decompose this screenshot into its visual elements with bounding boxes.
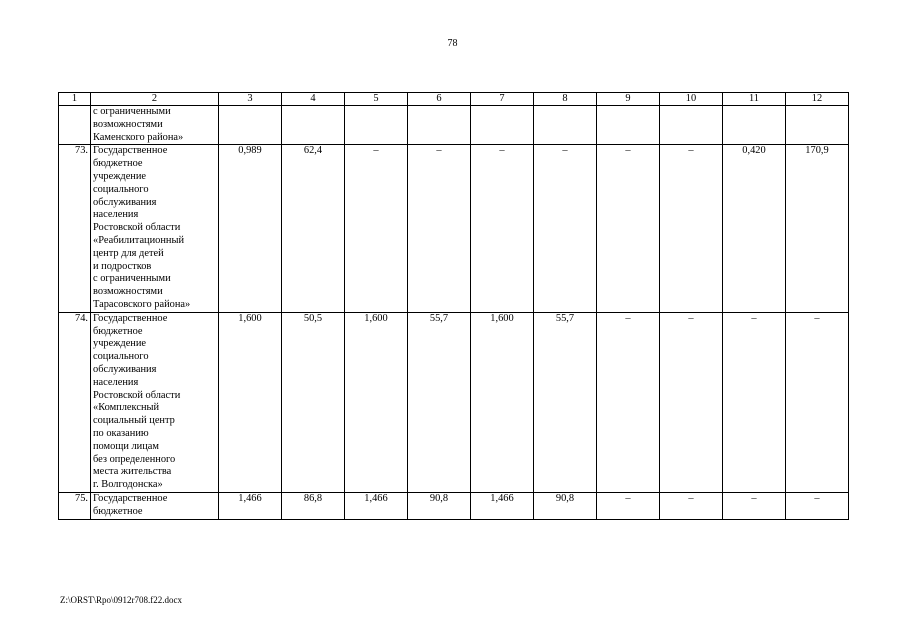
table-cell — [345, 106, 408, 145]
table-cell: 0,989 — [219, 145, 282, 312]
institution-name: Государственное бюджетное — [91, 492, 219, 519]
table-cell — [471, 106, 534, 145]
column-header: 9 — [597, 93, 660, 106]
column-header: 11 — [723, 93, 786, 106]
table-cell: – — [786, 492, 849, 519]
institution-name: Государственное бюджетное учреждение социального обслуживания населения Ростовской области «Комплексный социальный центр по оказанию помощи лицам без определенного места жительства г. Волгодонска» — [91, 312, 219, 492]
table-cell: – — [597, 492, 660, 519]
table-row — [59, 492, 849, 519]
table-cell: 1,600 — [219, 312, 282, 492]
institution-name: Государственное бюджетное учреждение социального обслуживания населения Ростовской области «Реабилитационный центр для детей и подростков с ограниченными возможностями Тарасовского района» — [91, 145, 219, 312]
table-cell — [723, 106, 786, 145]
table-row — [59, 312, 849, 492]
table-cell — [597, 106, 660, 145]
table-cell: – — [660, 492, 723, 519]
page-number: 78 — [447, 38, 458, 49]
file-path-footer: Z:\ORST\Rpo\0912r708.f22.docx — [60, 595, 182, 605]
table-cell: 1,600 — [345, 312, 408, 492]
table-cell: 86,8 — [282, 492, 345, 519]
table-cell — [534, 106, 597, 145]
data-table — [58, 92, 849, 520]
table-header-row — [59, 93, 849, 106]
row-number: 74. — [59, 312, 91, 492]
table-cell: 0,420 — [723, 145, 786, 312]
column-header: 3 — [219, 93, 282, 106]
table-cell: – — [660, 312, 723, 492]
table-cell: 1,466 — [471, 492, 534, 519]
table-cell — [660, 106, 723, 145]
table-cell: 90,8 — [408, 492, 471, 519]
table-cell: – — [534, 145, 597, 312]
table-cell: 55,7 — [534, 312, 597, 492]
column-header: 4 — [282, 93, 345, 106]
table-cell: – — [597, 312, 660, 492]
table-cell: – — [660, 145, 723, 312]
column-header: 1 — [59, 93, 91, 106]
table-cell: – — [345, 145, 408, 312]
column-header: 10 — [660, 93, 723, 106]
table-cell: – — [408, 145, 471, 312]
column-header: 12 — [786, 93, 849, 106]
table-cell: 55,7 — [408, 312, 471, 492]
table-cell: 170,9 — [786, 145, 849, 312]
table-cell — [786, 106, 849, 145]
table-row — [59, 145, 849, 312]
column-header: 2 — [91, 93, 219, 106]
table-cell: – — [471, 145, 534, 312]
column-header: 5 — [345, 93, 408, 106]
table-cell: – — [786, 312, 849, 492]
column-header: 7 — [471, 93, 534, 106]
column-header: 8 — [534, 93, 597, 106]
table-cell — [219, 106, 282, 145]
table-cell: 90,8 — [534, 492, 597, 519]
table-cell — [408, 106, 471, 145]
row-number — [59, 106, 91, 145]
table-cell: 50,5 — [282, 312, 345, 492]
row-number: 73. — [59, 145, 91, 312]
table-cell: – — [597, 145, 660, 312]
table-cell: 62,4 — [282, 145, 345, 312]
table-cell: – — [723, 312, 786, 492]
row-number: 75. — [59, 492, 91, 519]
table-cell: 1,466 — [345, 492, 408, 519]
institution-name: с ограниченными возможностями Каменского района» — [91, 106, 219, 145]
table-row-continuation — [59, 106, 849, 145]
table-cell: 1,600 — [471, 312, 534, 492]
table-cell — [282, 106, 345, 145]
table-cell: – — [723, 492, 786, 519]
table-cell: 1,466 — [219, 492, 282, 519]
column-header: 6 — [408, 93, 471, 106]
